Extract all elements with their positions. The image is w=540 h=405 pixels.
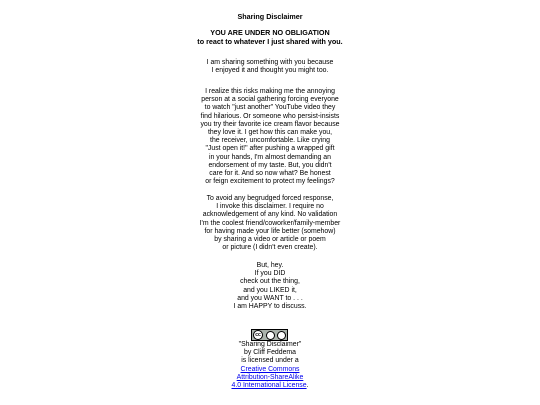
paragraph-line: find hilarious. Or someone who persist-insists — [200, 112, 340, 120]
paragraph-line: to watch "just another" YouTube video they — [204, 104, 336, 112]
paragraph-line: acknowledgement of any kind. No validation — [202, 211, 338, 219]
paragraph-realize — [0, 88, 540, 186]
paragraph-line: or feign excitement to protect my feelings? — [205, 178, 335, 186]
paragraph-line: If you DID — [254, 270, 286, 278]
paragraph-line: and you LIKED it, — [243, 286, 297, 294]
paragraph-line: check out the thing, — [240, 278, 300, 286]
paragraph-line: I invoke this disclaimer. I require no — [216, 203, 324, 211]
paragraph-line: the receiver, uncomfortable. Like crying — [210, 137, 330, 145]
share-alike-icon — [277, 331, 286, 340]
paragraph-line: care for it. And so now what? Be honest — [209, 170, 331, 178]
paragraph-line: I enjoyed it and thought you might too. — [211, 67, 329, 75]
license-link-line-2[interactable]: Attribution-ShareAlike — [236, 373, 304, 381]
paragraph-line: But, hey. — [256, 262, 284, 269]
paragraph-line: and you WANT to . . . — [237, 294, 303, 302]
work-title: "Sharing Disclaimer" — [238, 341, 302, 348]
paragraph-avoid — [0, 195, 540, 252]
paragraph-line: "Just open it!" after pushing a wrapped gift — [205, 145, 335, 153]
license-period: . — [306, 382, 309, 390]
license-link-line-1[interactable]: Creative Commons — [240, 365, 300, 373]
paragraph-line: endorsement of my taste. But, you didn't — [208, 161, 332, 169]
paragraph-line: by sharing a video or article or poem — [214, 236, 326, 244]
paragraph-line: To avoid any begrudged forced response, — [206, 195, 334, 202]
paragraph-intro — [0, 59, 540, 75]
paragraph-line: or picture (I didn't even create). — [222, 244, 318, 252]
paragraph-line: I am HAPPY to discuss. — [233, 303, 307, 311]
paragraph-line: in your hands, I'm almost demanding an — [209, 153, 331, 161]
paragraph-line: I'm the coolest friend/coworker/family-member — [199, 219, 341, 227]
paragraph-line: I am sharing something with you because — [206, 59, 334, 66]
licensed-line: is licensed under a — [241, 357, 299, 365]
headline — [0, 29, 540, 46]
headline-line-2: to react to whatever I just shared with you. — [197, 36, 343, 46]
author-line: by Cliff Feddema — [244, 349, 296, 357]
paragraph-but-hey — [0, 262, 540, 311]
paragraph-line: for having made your life better (somehow) — [204, 227, 336, 235]
paragraph-line: they love it. I get how this can make you, — [207, 129, 333, 137]
license-link-line-3[interactable]: 4.0 International License — [231, 382, 307, 390]
paragraph-line: person at a social gathering forcing everyone — [201, 96, 339, 104]
page-title: Sharing Disclaimer — [237, 12, 303, 21]
attribution-icon — [266, 331, 275, 340]
license-credit — [0, 341, 540, 390]
headline-line-1: YOU ARE UNDER NO OBLIGATION — [210, 28, 330, 37]
cc-logo-icon: cc — [253, 330, 263, 340]
paragraph-line: I realize this risks making me the annoying — [205, 88, 335, 95]
creative-commons-badge-icon[interactable] — [251, 329, 288, 341]
paragraph-line: you try their favorite ice cream flavor because — [200, 120, 340, 128]
